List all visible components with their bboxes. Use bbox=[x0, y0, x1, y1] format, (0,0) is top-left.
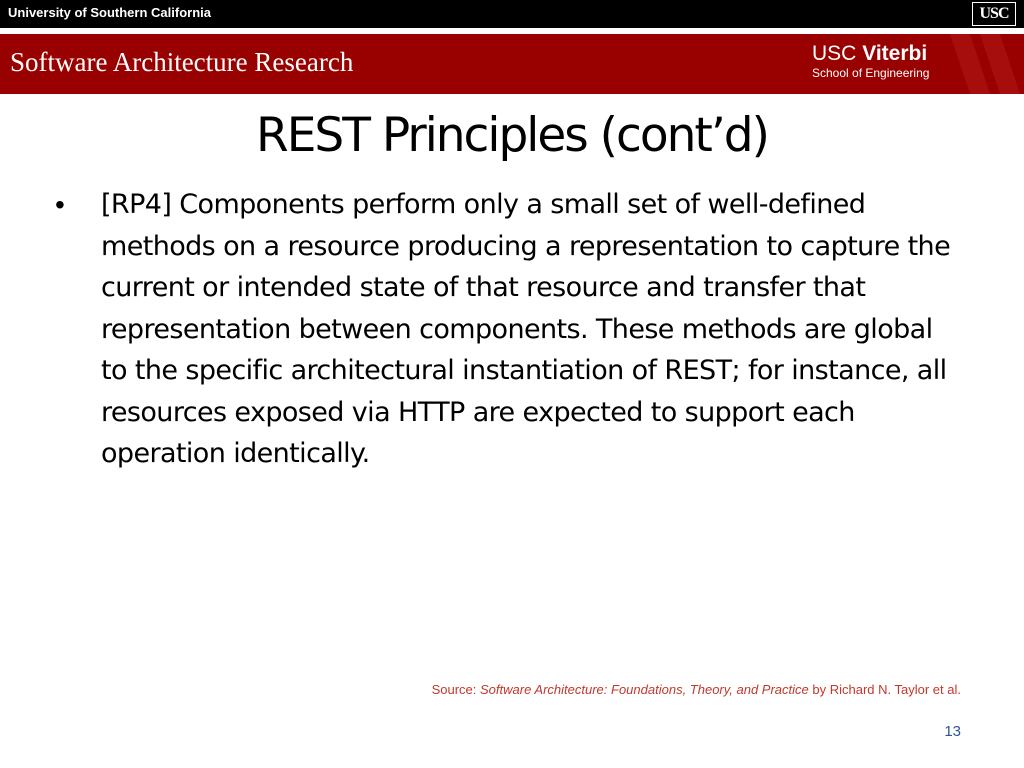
slide-title: REST Principles (cont’d) bbox=[256, 108, 768, 163]
usc-logo: USC bbox=[972, 2, 1016, 26]
bullet-icon: • bbox=[55, 189, 65, 220]
slide-content bbox=[55, 184, 965, 475]
source-suffix: by Richard N. Taylor et al. bbox=[808, 682, 961, 697]
source-prefix: Source: bbox=[431, 682, 480, 697]
viterbi-name-text: Viterbi bbox=[862, 42, 928, 65]
university-name: University of Southern California bbox=[8, 5, 211, 20]
decorative-swoosh-icon bbox=[930, 34, 1024, 94]
bullet-item bbox=[55, 184, 965, 475]
usc-viterbi-logo bbox=[812, 43, 929, 81]
research-group-name: Software Architecture Research bbox=[10, 47, 354, 77]
page-number: 13 bbox=[944, 723, 961, 740]
viterbi-school-text: School of Engineering bbox=[812, 66, 930, 80]
source-citation bbox=[432, 682, 961, 697]
top-bar bbox=[0, 0, 1024, 28]
header-banner bbox=[0, 34, 1024, 94]
viterbi-usc-text: USC bbox=[812, 42, 857, 65]
source-book-title: Software Architecture: Foundations, Theory, and Practice bbox=[480, 682, 809, 697]
bullet-text: [RP4] Components perform only a small set of well-defined methods on a resource producing a representation to capture the current or intended state of that resource and transfer that representation between components. These methods are global to the specific architectural instantiation of REST; for instance, all resources exposed via HTTP are expected to support each operation identically. bbox=[101, 189, 951, 469]
